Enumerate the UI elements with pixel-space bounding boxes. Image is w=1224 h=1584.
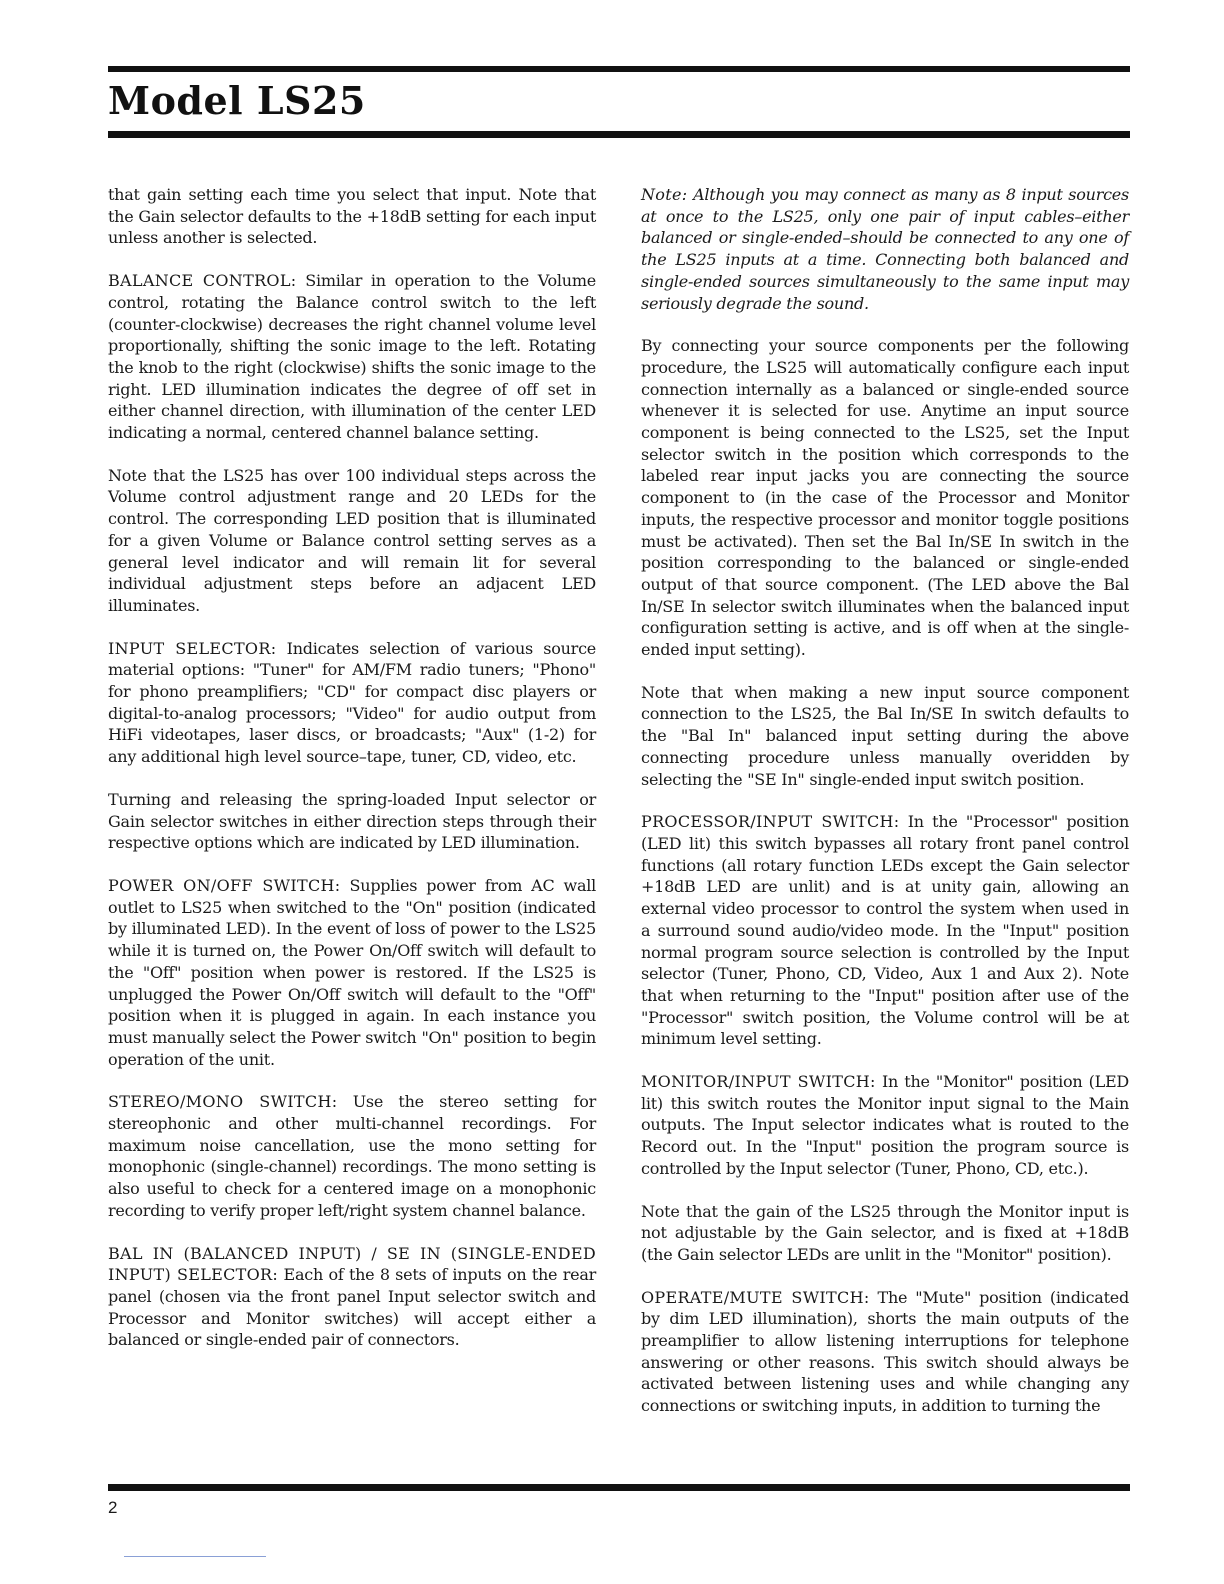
section-heading: POWER ON/OFF SWITCH: — [108, 875, 341, 895]
section-heading: MONITOR/INPUT SWITCH: — [641, 1072, 876, 1092]
paragraph-text: Indicates selection of various source material options: "Tuner" for AM/FM radio tuners; "Phono" for phono preamplifiers; "CD" for compact disc players or digital-to-analog processors; "Video" for audio output from HiFi videotapes, laser discs, or broadcasts; "Aux" (1-2) for any additional high level source–tape, tuner, CD, video, etc. — [108, 638, 597, 767]
paragraph-text: Turning and releasing the spring-loaded Input selector or Gain selector switches in either direction steps through their respective options which are indicated by LED illumination. — [108, 789, 596, 853]
page-title: Model LS25 — [108, 78, 366, 123]
scan-artifact-line — [124, 1556, 266, 1557]
paragraph — [641, 1201, 1129, 1266]
section-heading: STEREO/MONO SWITCH: — [108, 1092, 338, 1112]
paragraph-text: By connecting your source components per the following procedure, the LS25 will automatically configure each input connection internally as a balanced or single-ended source whenever it is selected for use. Anytime an input source component is being connected to the LS25, set the Input selector switch in the position which corresponds to the labeled rear input jacks you are connecting the source component to (in the case of the Processor and Monitor inputs, the respective processor and monitor toggle positions must be activated). Then set the Bal In/SE In switch in the position corresponding to the balanced or single-ended output of that source component. (The LED above the Bal In/SE In selector switch illuminates when the balanced input configuration setting is active, and is off when at the single-ended input setting). — [641, 336, 1129, 660]
paragraph-text: that gain setting each time you select that input. Note that the Gain selector defaults to the +18dB setting for each input unless another is selected. — [108, 185, 596, 248]
top-rule — [108, 66, 1130, 72]
bal-se-selector-section — [108, 1243, 596, 1352]
paragraph-text: Note that when making a new input source component connection to the LS25, the Bal In/SE In switch defaults to the "Bal In" balanced input setting during the above connecting procedure unless manually overidden by selecting the "SE In" single-ended input switch position. — [641, 682, 1129, 789]
input-selector-section — [108, 638, 596, 768]
paragraph — [108, 789, 596, 854]
note-label: Note: — [641, 185, 688, 204]
section-heading: BAL IN (BALANCED INPUT) / SE IN (SINGLE-ENDED INPUT) SELECTOR: — [108, 1243, 596, 1285]
paragraph — [108, 465, 596, 617]
paragraph-text: Note that the gain of the LS25 through the Monitor input is not adjustable by the Gain selector, and is fixed at +18dB (the Gain selector LEDs are unlit in the "Monitor" position). — [641, 1201, 1129, 1264]
processor-input-section — [641, 811, 1129, 1050]
paragraph-text: Similar in operation to the Volume control, rotating the Balance control switch to the left (counter-clockwise) decreases the right channel volume level proportionally, shifting the sonic image to the left. Rotating the knob to the right (clockwise) shifts the sonic image to the right. LED illumination indicates the degree of off set in either channel direction, with illumination of the center LED indicating a normal, centered channel balance setting. — [108, 271, 596, 443]
paragraph — [641, 335, 1129, 661]
title-underline-rule — [108, 131, 1130, 138]
paragraph-text: Use the stereo setting for stereophonic and other multi-channel recordings. For maximum noise cancellation, use the mono setting for monophonic (single-channel) recordings. The mono setting is also useful to check for a centered image on a monophonic recording to verify proper left/right system channel balance. — [108, 1092, 596, 1220]
paragraph — [641, 682, 1129, 791]
monitor-input-section — [641, 1071, 1129, 1180]
balance-control-section — [108, 270, 596, 444]
power-switch-section — [108, 875, 596, 1070]
section-heading: PROCESSOR/INPUT SWITCH: — [641, 812, 900, 832]
section-heading: OPERATE/MUTE SWITCH: — [641, 1287, 870, 1307]
stereo-mono-section — [108, 1091, 596, 1221]
paragraph-text: In the "Monitor" position (LED lit) this switch routes the Monitor input signal to the Main outputs. The Input selector indicates what is routed to the Record out. In the "Input" position the program source is controlled by the Input selector (Tuner, Phono, CD, etc.). — [641, 1072, 1129, 1178]
section-heading: BALANCE CONTROL: — [108, 271, 297, 291]
paragraph-text: The "Mute" position (indicated by dim LED illumination), shorts the main outputs of the preamplifier to allow listening interruptions for telephone answering or other reasons. This switch should always be activated between listening uses and while changing any connections or switching inputs, in addition to turning the — [641, 1287, 1129, 1416]
operate-mute-section — [641, 1287, 1129, 1417]
left-column — [108, 184, 596, 1372]
page-number: 2 — [108, 1498, 118, 1517]
paragraph-text: Note that the LS25 has over 100 individual steps across the Volume control adjustment range and 20 LEDs for the control. The corresponding LED position that is illuminated for a given Volume or Balance control setting serves as a general level indicator and will remain lit for several individual adjustment steps before an adjacent LED illuminates. — [108, 465, 596, 615]
paragraph-text: Supplies power from AC wall outlet to LS25 when switched to the "On" position (indicated by illuminated LED). In the event of loss of power to the LS25 while it is turned on, the Power On/Off switch will default to the "Off" position when power is restored. If the LS25 is unplugged the Power On/Off switch will default to the "Off" position when it is plugged in again. In each instance you must manually select the Power switch "On" position to begin operation of the unit. — [108, 875, 596, 1069]
note-paragraph — [641, 184, 1129, 314]
footer-rule — [108, 1484, 1130, 1491]
paragraph-text: Each of the 8 sets of inputs on the rear panel (chosen via the front panel Input selector switch and Processor and Monitor switches) will accept either a balanced or single-ended pair of connectors. — [108, 1265, 597, 1350]
paragraph-text: In the "Processor" position (LED lit) this switch bypasses all rotary front panel control functions (all rotary function LEDs except the Gain selector +18dB LED are unlit) and is at unity gain, allowing an external video processor to control the system when used in a surround sound audio/video mode. In the "Input" position normal program source selection is controlled by the Input selector (Tuner, Phono, CD, Video, Aux 1 and Aux 2). Note that when returning to the "Input" position after use of the "Processor" switch position, the Volume control will be at minimum level setting. — [641, 812, 1130, 1049]
right-column — [641, 184, 1129, 1438]
section-heading: INPUT SELECTOR: — [108, 638, 277, 658]
paragraph-text: Although you may connect as many as 8 input sources at once to the LS25, only one pair of input cables–either balanced or single-ended–should be connected to any one of the LS25 inputs at a time. Connecting both balanced and single-ended sources simultaneously to the same input may seriously degrade the sound. — [641, 185, 1129, 313]
paragraph — [108, 184, 596, 249]
